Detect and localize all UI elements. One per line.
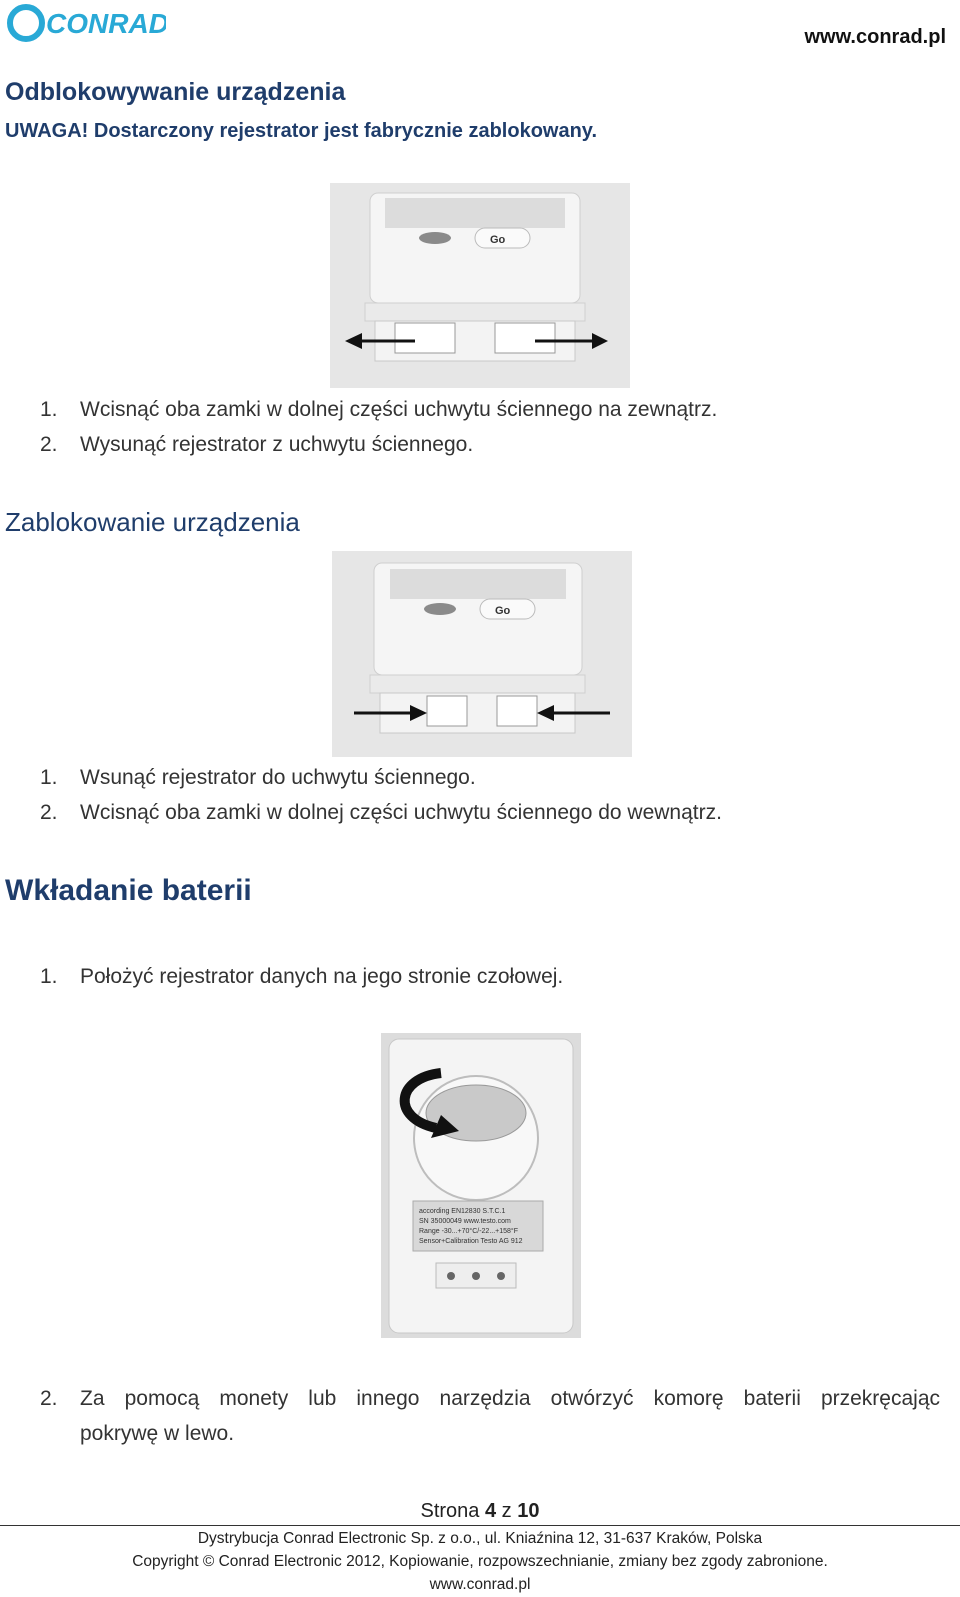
list-item: 1. Wsunąć rejestrator do uchwytu ściennego. xyxy=(40,766,476,789)
svg-text:Range -30...+70°C/-22...+158°F: Range -30...+70°C/-22...+158°F xyxy=(419,1228,518,1235)
svg-text:Sensor+Calibration Testo AG 91: Sensor+Calibration Testo AG 912 xyxy=(419,1238,523,1245)
svg-text:according EN12830 S.T.C.1: according EN12830 S.T.C.1 xyxy=(419,1208,506,1215)
site-url[interactable]: www.conrad.pl xyxy=(804,26,946,48)
photo-lock xyxy=(332,551,632,757)
section-title-unlock: Odblokowywanie urządzenia xyxy=(5,78,346,106)
list-item-continuation: pokrywę w lewo. xyxy=(80,1422,235,1445)
svg-text:CONRAD: CONRAD xyxy=(46,8,166,39)
conrad-logo xyxy=(6,2,166,44)
list-item: 1. Wcisnąć oba zamki w dolnej części uchwytu ściennego na zewnątrz. xyxy=(40,398,718,421)
photo-battery xyxy=(381,1033,581,1338)
svg-text:SN 35000049 www.testo.com: SN 35000049 www.testo.com xyxy=(419,1218,511,1225)
section-title-battery: Wkładanie baterii xyxy=(5,874,252,907)
footer-address: Dystrybucja Conrad Electronic Sp. z o.o., ul. Kniaźnina 12, 31-637 Kraków, Polska xyxy=(197,1530,763,1547)
svg-text:Go: Go xyxy=(495,605,511,617)
svg-text:Go: Go xyxy=(490,234,506,246)
section-title-lock: Zablokowanie urządzenia xyxy=(5,507,300,537)
footer-divider xyxy=(0,1525,960,1526)
footer-url[interactable]: www.conrad.pl xyxy=(429,1576,531,1593)
list-item: 1. Położyć rejestrator danych na jego stronie czołowej. xyxy=(40,965,564,988)
photo-unlock xyxy=(330,183,630,388)
list-item: 2. Wcisnąć oba zamki w dolnej części uchwytu ściennego do wewnątrz. xyxy=(40,801,722,824)
page-number: Strona 4 z 10 xyxy=(420,1500,540,1522)
list-item: 2. Wysunąć rejestrator z uchwytu ściennego. xyxy=(40,433,474,456)
footer-copyright: Copyright © Conrad Electronic 2012, Kopiowanie, rozpowszechnianie, zmiany bez zgody zabronione. xyxy=(132,1553,828,1570)
list-item: 2. Za pomocą monety lub innego narzędzia otwórzyć komorę baterii przekręcając xyxy=(40,1387,940,1410)
warning-text: UWAGA! Dostarczony rejestrator jest fabrycznie zablokowany. xyxy=(5,120,598,142)
